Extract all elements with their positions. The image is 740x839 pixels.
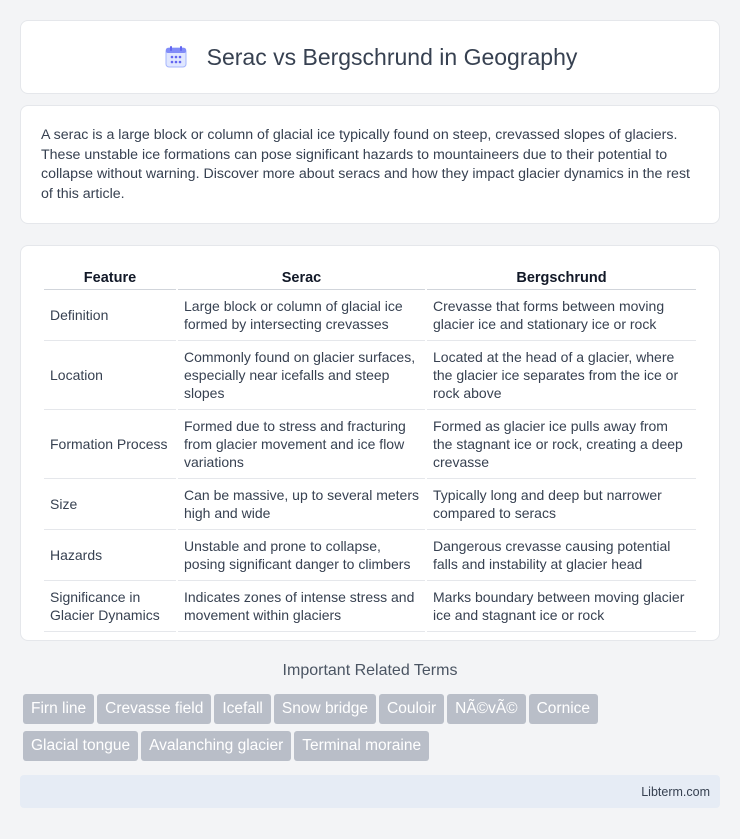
feature-cell: Formation Process [44, 410, 176, 479]
serac-cell: Indicates zones of intense stress and movement within glaciers [178, 581, 425, 632]
related-term-tag[interactable]: NÃ©vÃ© [447, 694, 525, 724]
bergschrund-cell: Dangerous crevasse causing potential falls and instability at glacier head [427, 530, 696, 581]
column-header-feature: Feature [44, 266, 176, 290]
table-header-row [44, 266, 696, 290]
table-row [44, 290, 696, 341]
table-row [44, 479, 696, 530]
serac-cell: Formed due to stress and fracturing from glacier movement and ice flow variations [178, 410, 425, 479]
related-term-tag[interactable]: Glacial tongue [23, 731, 138, 761]
feature-cell: Definition [44, 290, 176, 341]
feature-cell: Size [44, 479, 176, 530]
related-term-tag[interactable]: Avalanching glacier [141, 731, 291, 761]
related-term-tag[interactable]: Crevasse field [97, 694, 211, 724]
related-term-tag[interactable]: Terminal moraine [294, 731, 429, 761]
footer-site-link[interactable]: Libterm.com [641, 784, 710, 799]
column-header-bergschrund: Bergschrund [427, 266, 696, 290]
calendar-icon [163, 44, 189, 70]
bergschrund-cell: Crevasse that forms between moving glacier ice and stationary ice or rock [427, 290, 696, 341]
feature-cell: Significance in Glacier Dynamics [44, 581, 176, 632]
serac-cell: Large block or column of glacial ice formed by intersecting crevasses [178, 290, 425, 341]
bergschrund-cell: Typically long and deep but narrower compared to seracs [427, 479, 696, 530]
related-term-tag[interactable]: Cornice [529, 694, 598, 724]
header-card [20, 20, 720, 94]
related-term-tag[interactable]: Icefall [214, 694, 271, 724]
feature-cell: Hazards [44, 530, 176, 581]
related-term-tag[interactable]: Firn line [23, 694, 94, 724]
serac-cell: Can be massive, up to several meters high and wide [178, 479, 425, 530]
related-term-tag[interactable]: Snow bridge [274, 694, 376, 724]
related-terms-title: Important Related Terms [282, 662, 458, 679]
related-terms-list [23, 694, 723, 768]
comparison-table [42, 266, 698, 632]
table-row [44, 581, 696, 632]
footer [20, 775, 720, 808]
table-row [44, 341, 696, 410]
column-header-serac: Serac [178, 266, 425, 290]
related-term-tag[interactable]: Couloir [379, 694, 444, 724]
comparison-table-card [20, 245, 720, 641]
bergschrund-cell: Formed as glacier ice pulls away from the stagnant ice or rock, creating a deep crevasse [427, 410, 696, 479]
bergschrund-cell: Marks boundary between moving glacier ice and stagnant ice or rock [427, 581, 696, 632]
table-row [44, 410, 696, 479]
serac-cell: Commonly found on glacier surfaces, especially near icefalls and steep slopes [178, 341, 425, 410]
intro-text: A serac is a large block or column of glacial ice typically found on steep, crevassed slopes of glaciers. These unstable ice formations can pose significant hazards to mountaineers due to their potential to collapse without warning. Discover more about seracs and how they impact glacier dynamics in the rest of this article. [41, 127, 690, 202]
bergschrund-cell: Located at the head of a glacier, where the glacier ice separates from the ice or rock above [427, 341, 696, 410]
serac-cell: Unstable and prone to collapse, posing significant danger to climbers [178, 530, 425, 581]
intro-card [20, 105, 720, 224]
page-title: Serac vs Bergschrund in Geography [206, 43, 578, 70]
table-row [44, 530, 696, 581]
feature-cell: Location [44, 341, 176, 410]
